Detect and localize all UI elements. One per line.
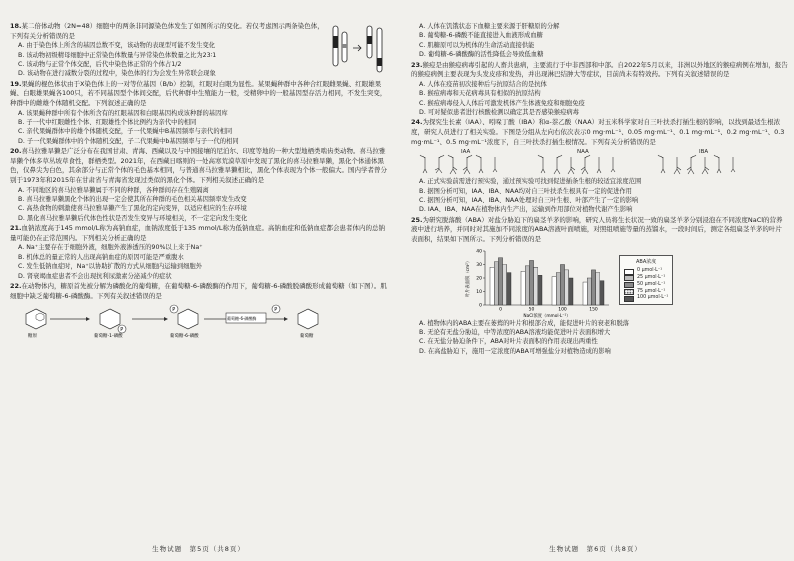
- legend-swatch: [624, 275, 634, 281]
- bar: [600, 280, 604, 304]
- option-d: D. 该动物在进行减数分裂的过程中，染色体的行为会发生异常联会现象: [18, 70, 216, 78]
- chart-legend: [619, 255, 673, 306]
- question-number: 24.: [411, 118, 423, 127]
- x-axis-label: NaCl浓度（mmol·L⁻¹）: [523, 313, 571, 319]
- legend-title: ABA浓度: [636, 258, 657, 265]
- legend-entry: [624, 295, 668, 302]
- legend-entry: [624, 275, 668, 282]
- bar: [583, 282, 587, 305]
- option-b: B. 无论有无盐分胁迫，中等浓度的ABA溶液均能促进叶片表面积增大: [419, 329, 611, 337]
- legend-swatch: [624, 269, 634, 275]
- x-tick-label: 0: [499, 307, 502, 313]
- option-b: B. 喜马拉雅旱獭黑化个体的出现一定会使其所在种群的毛色相关基因频率发生改变: [18, 196, 247, 203]
- option-a: A. Na⁺主要存在于细胞外液，细胞外液渗透压的90%以上来于Na⁺: [18, 244, 203, 252]
- bar: [587, 278, 591, 305]
- question-18: [10, 22, 389, 79]
- bar: [569, 278, 573, 305]
- option-c: C. 据图分析可知，IAA、IBA、NAA处理对自三叶生根、叶部产生了一定的影响: [419, 197, 639, 205]
- y-tick-label: 40: [476, 249, 482, 255]
- question-22: [10, 282, 389, 339]
- option-b: B. 该动物初级精母细胞中正常染色体数量与异常染色体数量之比为23∶1: [18, 51, 217, 59]
- question-23: [411, 61, 788, 118]
- cuttings-drawing: [417, 148, 787, 176]
- y-tick-label: 0: [479, 303, 482, 309]
- question-stem: 血钠浓度高于145 mmol/L称为高钠血症，血钠浓度低于135 mmol/L称为低钠血症。高钠血症和低钠血症都会患者体内的总钠量可能仍在正常范围内。下列相关分析正确的是: [10, 224, 385, 242]
- fig-label-enzyme: 葡萄糖-6-磷酸酶: [227, 316, 257, 322]
- page-footer: 生物试题 第5页（共8页）: [152, 545, 245, 553]
- option-d: D. 葡萄糖-6-磷酸酶的活性降低会导致低血糖: [419, 51, 544, 59]
- x-tick-label: 100: [558, 307, 567, 313]
- aba-chart-container: [463, 247, 788, 319]
- legend-label: 50 μmol·L⁻¹: [637, 281, 666, 287]
- legend-label: 25 μmol·L⁻¹: [637, 275, 666, 281]
- y-tick-label: 10: [476, 289, 482, 295]
- question-stem: 某二倍体动物（2N=48）细胞中的两条非同源染色体发生了如图所示的变化。若仅考虑图示两条染色体，下列有关分析错误的是: [10, 22, 324, 40]
- question-number: 23.: [411, 60, 423, 69]
- legend-label: 75 μmol·L⁻¹: [637, 288, 666, 294]
- bar: [560, 264, 564, 305]
- question-number: 19.: [10, 79, 22, 88]
- glycogen-pathway-figure: [14, 303, 389, 339]
- bar: [529, 260, 533, 305]
- legend-swatch: [624, 282, 634, 288]
- fig-label-g1p: 葡萄糖-1-磷酸: [94, 334, 123, 340]
- question-stem: 为研究脱落酸（ABA）对盐分胁迫下的扁茎羊茅的影响，研究人员将生长状况一致的扁茎羊茅分别浸泡在不同浓度NaCl的营养液中进行培养，并同时对其施加不同浓度的ABA溶液叶面喷施，对照组喷施等量的蒸馏水，一段时间后，测定各组扁茎羊茅的叶片表面积，结果如下图所示。下列分析错误的是: [411, 215, 783, 244]
- bar: [498, 257, 502, 304]
- bar: [556, 272, 560, 304]
- y-axis-label: 叶片表面积（cm²）: [466, 258, 471, 297]
- option-d: D. 子一代果蝇群体中的个体随机交配，子二代果蝇中b基因频率与子一代的相同: [18, 137, 239, 145]
- question-number: 21.: [10, 224, 22, 233]
- legend-entry: [624, 268, 668, 275]
- question-number: 20.: [10, 147, 22, 156]
- option-b: B. 猴痘病毒和天花病毒具有相似的抗原结构: [419, 90, 541, 98]
- legend-label: 100 μmol·L⁻¹: [637, 295, 669, 301]
- bar: [552, 276, 556, 304]
- question-number: 25.: [411, 215, 423, 224]
- cutting-roots-figure: [417, 148, 788, 176]
- option-c: C. 该动物与正常个体交配，后代中染色体正常的个体占1/2: [18, 61, 182, 68]
- y-tick-label: 30: [476, 262, 482, 268]
- bar: [490, 267, 494, 305]
- option-b: B. 据图分析可知，IAA、IBA、NAA均对自三叶扶杀生根具有一定的促进作用: [419, 187, 632, 195]
- bar: [507, 272, 511, 304]
- bar: [494, 261, 498, 304]
- question-stem: 喜马拉雅旱獭是广泛分布在我国甘肃、青海、西藏以及与中国接壤的尼泊尔、印度等地的一种大型地栖类啮齿类动物。喜马拉雅旱獭个体多草丛坡草食性，群栖类型。2021年，在西藏日喀则的一处高寒荒漠草原中发现了黑化的喜马拉雅旱獭，黑化个体通体黑色，仅鼻尖为白色，其余部分与正常个体的毛色基本相同，与普通喜马拉雅旱獭相比，黑化个体表现为个体一般偏大。国内学者曾分别于1973年和2015年在甘肃省与青海省发现过类似的黑化个体。下列相关叙述正确的是: [10, 147, 387, 184]
- bar: [503, 264, 507, 305]
- option-b: B. 机体总的量正常的人出现高钠血症的原因可能是严重腹水: [18, 253, 184, 261]
- bar: [538, 275, 542, 305]
- option-d: D. 肾衰竭血症患者不会出现抗利尿激素分泌减少的症状: [18, 272, 172, 280]
- bar: [565, 270, 569, 305]
- option-a: A. 该果蝇种群中所有个体所含有的红眼基因和白眼基因构成该种群的基因库: [18, 109, 228, 117]
- bar: [525, 265, 529, 304]
- question-19: [10, 80, 389, 146]
- x-tick-label: 150: [589, 307, 598, 313]
- question-number: 18.: [10, 22, 22, 30]
- svg-text:P: P: [274, 307, 278, 314]
- option-a: A. 植物体内的ABA主要在萎蔫的叶片和根部合成，能促进叶片的衰老和脱落: [419, 319, 630, 327]
- option-c: C. 发生低钠血症时，Na⁺以协助扩散的方式从细胞内运输到细胞外: [18, 263, 203, 271]
- option-c: C. 高热食物的刺激使喜马拉雅旱獭产生了黑化的定向变异，以适应相应的生存环境: [18, 205, 247, 213]
- bar: [591, 270, 595, 305]
- legend-swatch: [624, 296, 634, 302]
- question-25: [411, 216, 788, 356]
- question-stem: 果蝇的棍色体状由于X染色体上的一对等位基因（B/b）控制，红眼对白眼为显性。某果蝇种群中各种合红眼雌果蝇、红眼雄果蝇、白眼雄果蝇各100只，若不同基因型个体间交配，后代种群中生殖能力一般，受精卵中的一般基因型存活力相同，不发生突变，种群中的雌雄个体随机交配。下列叙述正确的是: [10, 79, 387, 107]
- question-24: [411, 118, 788, 214]
- x-tick-label: 50: [528, 307, 535, 313]
- question-21: [10, 224, 389, 281]
- option-d: D. 黑化喜马拉雅旱獭后代体色性状是否发生变异与环境相关，不一定定向发生变化: [18, 214, 248, 222]
- option-b: B. 葡萄糖-6-磷酸不能直接进入血液形成血糖: [419, 32, 543, 40]
- bar: [534, 267, 538, 305]
- question-22-options: [411, 22, 788, 60]
- exam-page-6: [397, 0, 794, 561]
- option-b: B. 子一代中红眼雌性个体、红眼雄性个体比例约为亲代中的相同: [18, 119, 197, 126]
- question-20: [10, 147, 389, 223]
- bar: [521, 271, 525, 305]
- legend-entry: [624, 282, 668, 289]
- option-d: D. 在高盐胁迫下，施用一定浓度的ABA可增强盐分对植物造成的影响: [419, 347, 611, 355]
- pathway-diagram: [14, 303, 384, 339]
- svg-text:P: P: [172, 307, 176, 314]
- chromosome-translocation-figure: [327, 22, 389, 77]
- option-c: C. 在无盐分胁迫条件下，ABA对叶片表面积的作用表现出两重性: [419, 338, 598, 346]
- fig-label-g6p: 葡萄糖-6-磷酸: [170, 334, 199, 340]
- fig-label-iaa: IAA: [461, 149, 471, 156]
- legend-swatch: [624, 289, 634, 295]
- option-d: D. 可对疑似患者进行核酸检测以确定其是否感染猴痘病毒: [419, 109, 579, 117]
- bar: [596, 272, 600, 304]
- page-footer: 生物试题 第6页（共8页）: [549, 545, 642, 553]
- question-stem: 在动物体内，糖原首先被分解为磷酸化的葡萄糖，在葡萄糖-6-磷酸酶的作用下，葡萄糖-6-磷酸脱磷酸形成葡萄糖（如下图）。肌细胞中缺乏葡萄糖-6-磷酸酶。下列有关叙述错误的是: [10, 282, 387, 300]
- option-a: A. 人体在疫苗初次接种后与抗原结合的是抗体: [419, 80, 547, 88]
- question-stem: 猴痘是由猴痘病毒引起的人畜共患病，主要流行于中非西部和中部。自2022年5月以来，非洲以外地区的猴痘病例在增加，报告的猴痘病例主要表现为头发皮疹和发热，并出现淋巴结肿大等症状，目前尚未有特效药。下列有关叙述错误的是: [411, 60, 788, 79]
- option-a: A. 正式实验前需进行预实验，通过预实验可找到促进插条生根的较适宜浓度范围: [419, 178, 642, 186]
- fig-label-glycogen: 糖原: [28, 334, 37, 340]
- fig-label-naa: NAA: [577, 149, 589, 156]
- fig-label-glucose: 葡萄糖: [300, 334, 314, 340]
- option-a: A. 由于染色体上所含的基因总数不变，该动物的表现型可能不发生变化: [18, 42, 216, 50]
- option-a: A. 不同地区的喜马拉雅旱獭属于不同的种群，各种群间存在生殖隔离: [18, 186, 209, 194]
- option-c: C. 亲代果蝇群体中的雄个体随机交配，子一代果蝇中B基因频率与亲代的相同: [18, 128, 233, 136]
- glycogen-shape: [26, 309, 46, 329]
- option-a: A. 人体在饥饿状态下血糖主要来源于肝糖原的分解: [419, 23, 560, 30]
- option-d: D. IAA、IBA、NAA在植物体内生产出，运输到作用部位对植物代谢产生影响: [419, 206, 633, 214]
- option-c: C. 肌糖原可以为机体的生命活动直接供能: [419, 41, 535, 49]
- option-c: C. 猴痘病毒侵入人体后可激发机体产生体液免疫和细胞免疫: [419, 99, 585, 107]
- y-tick-label: 20: [476, 276, 482, 282]
- legend-label: 0 μmol·L⁻¹: [637, 268, 663, 274]
- aba-bar-chart: [463, 247, 613, 319]
- fig-label-iba: IBA: [699, 149, 709, 156]
- question-number: 22.: [10, 282, 22, 291]
- question-stem: 为探究生长素（IAA）、吲哚丁酸（IBA）和α-萘乙酸（NAA）对玉米科学家对自三叶扶杀打插生根的影响，以找到最适生根浓度，研究人员进行了相关实验。下图是分组从左向右依次表示0 mg·mL⁻¹、0.05 mg·mL⁻¹、0.1 mg·mL⁻¹、0.2 mg·mL⁻¹、0.3 mg·mL⁻¹、0.5 mg·mL⁻¹浓度下，自三叶扶杀打插生根情况。下列有关分析错误的是: [411, 118, 785, 146]
- svg-text:P: P: [120, 327, 124, 334]
